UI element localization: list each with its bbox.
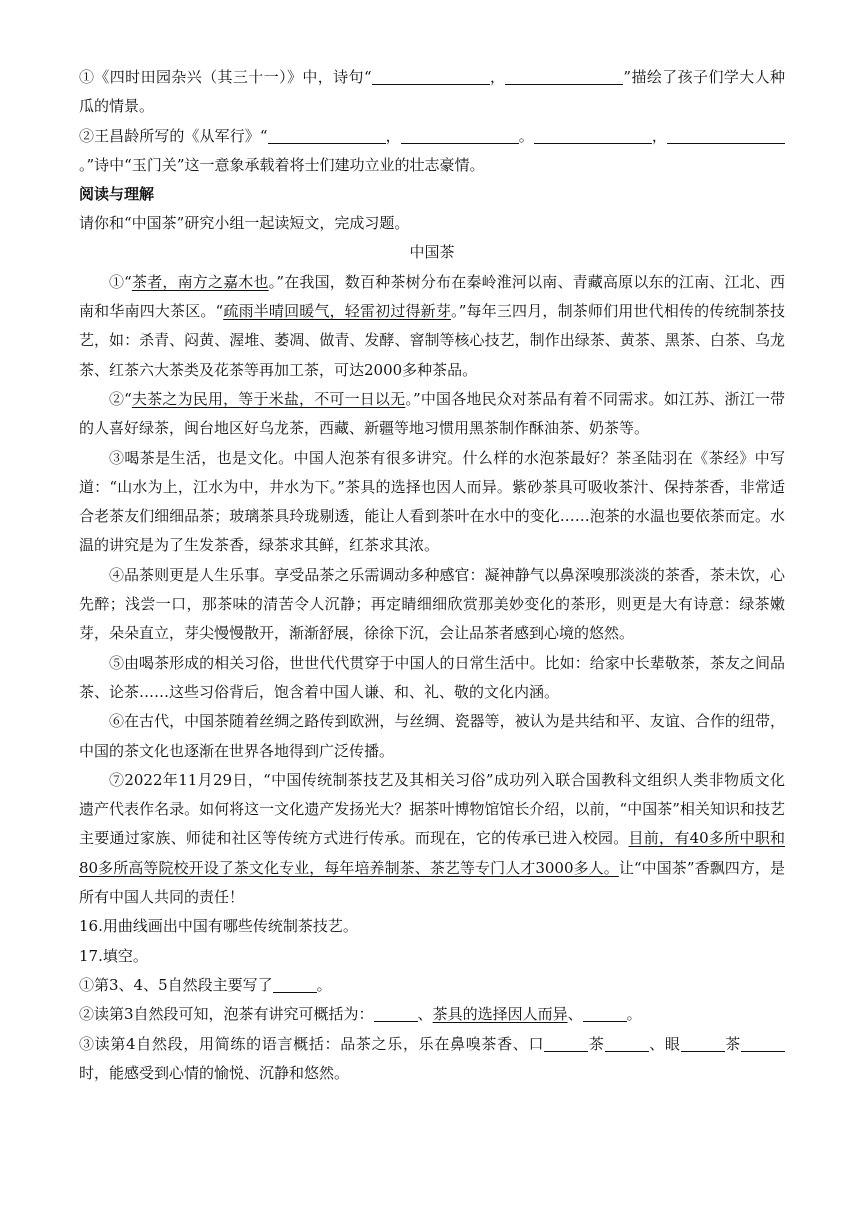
answer-blank[interactable] — [374, 1005, 418, 1022]
question-17-2: ②读第3自然段可知，泡茶有讲究可概括为： 、茶具的选择因人而异、 。 — [79, 1005, 642, 1024]
underlined-quote: 夫茶之为民用，等于米盐，不可一日以无 — [131, 389, 406, 408]
answer-blank[interactable] — [273, 976, 317, 993]
poem-question-2: ②王昌龄所写的《从军行》“ ， 。 ，。”诗中“玉门关”这一意象承载着将士们建功立业的壮志豪情。 — [79, 122, 785, 181]
answer-blank[interactable] — [741, 1035, 785, 1052]
question-17-1: ①第3、4、5自然段主要写了 。 — [79, 975, 332, 994]
answer-blank[interactable] — [505, 68, 623, 85]
answer-blank[interactable] — [605, 1035, 649, 1052]
answer-blank[interactable] — [583, 1005, 627, 1022]
article-paragraph-1: ①“茶者，南方之嘉木也。”在我国，数百种茶树分布在秦岭淮河以南、青藏高原以东的江南、江北、西南和华南四大茶区。“疏雨半晴回暖气，轻雷初过得新芽。”每年三四月，制茶师们用世代相传的传统制茶技艺，如：杀青、闷黄、渥堆、萎凋、做青、发酵、窨制等核心技艺，制作出绿茶、黄茶、黑茶、白茶、乌龙茶、红茶六大茶类及花茶等再加工茶，可达2000多种茶品。 — [79, 272, 785, 379]
underlined-example-answer: 茶具的选择因人而异 — [432, 1005, 568, 1024]
answer-blank[interactable] — [372, 68, 490, 85]
article-paragraph-6: ⑥在古代，中国茶随着丝绸之路传到欧洲，与丝绸、瓷器等，被认为是共结和平、友谊、合作的纽带，中国的茶文化也逐渐在世界各地得到广泛传播。 — [79, 712, 785, 760]
article-paragraph-5: ⑤由喝茶形成的相关习俗，世世代代贯穿于中国人的日常生活中。比如：给家中长辈敬茶，茶友之间品茶、论茶……这些习俗背后，饱含着中国人谦、和、礼、敬的文化内涵。 — [79, 653, 785, 701]
poem-question-1: ①《四时田园杂兴（其三十一）》中，诗句“ ， ”描绘了孩子们学大人种瓜的情景。 — [79, 68, 786, 116]
question-17: 17.填空。 — [79, 946, 148, 965]
underlined-quote: 茶者，南方之嘉木也 — [131, 272, 269, 291]
reading-intro: 请你和“中国茶”研究小组一起读短文，完成习题。 — [79, 214, 410, 233]
answer-blank[interactable] — [268, 127, 386, 144]
answer-blank[interactable] — [544, 1035, 588, 1052]
question-17-3: ③读第4自然段，用简练的语言概括：品茶之乐，乐在鼻嗅茶香、口 茶 、眼 茶时，能感受到心情的愉悦、沉静和悠然。 — [79, 1030, 785, 1089]
underlined-quote: 疏雨半晴回暖气，轻雷初过得新芽 — [223, 302, 452, 321]
answer-blank[interactable] — [534, 127, 652, 144]
section-heading: 阅读与理解 — [79, 185, 155, 204]
article-paragraph-2: ②“夫茶之为民用，等于米盐，不可一日以无。”中国各地民众对茶品有着不同需求。如江苏、浙江一带的人喜好绿茶，闽台地区好乌龙茶，西藏、新疆等地习惯用黑茶制作酥油茶、奶茶等。 — [79, 389, 786, 438]
question-16: 16.用曲线画出中国有哪些传统制茶技艺。 — [79, 917, 358, 936]
underlined-sentence: 目前，有40多所中职和80多所高等院校开设了茶文化专业，每年培养制茶、茶艺等专门人才3000多人。 — [79, 829, 785, 877]
answer-blank[interactable] — [401, 127, 519, 144]
article-title: 中国茶 — [409, 243, 455, 262]
answer-blank[interactable] — [667, 127, 785, 144]
article-paragraph-3: ③喝茶是生活，也是文化。中国人泡茶有很多讲究。什么样的水泡茶最好？茶圣陆羽在《茶经》中写道：“山水为上，江水为中，井水为下。”茶具的选择也因人而异。紫砂茶具可吸收茶汁、保持茶香，非常适合老茶友们细细品茶；玻璃茶具玲珑剔透，能让人看到茶叶在水中的变化……泡茶的水温也要依茶而定。水温的讲究是为了生发茶香，绿茶求其鲜，红茶求其浓。 — [79, 448, 785, 555]
article-paragraph-7: ⑦2022年11月29日，“中国传统制茶技艺及其相关习俗”成功列入联合国教科文组织人类非物质文化遗产代表作名录。如何将这一文化遗产发扬光大？据茶叶博物馆馆长介绍，以前，“中国茶”相关知识和技艺主要通过家族、师徒和社区等传统方式进行传承。而现在，它的传承已进入校园。目前，有40多所中职和80多所高等院校开设了茶文化专业，每年培养制茶、茶艺等专门人才3000多人。让“中国茶”香飘四方，是所有中国人共同的责任！ — [79, 770, 785, 907]
answer-blank[interactable] — [681, 1035, 725, 1052]
article-paragraph-4: ④品茶则更是人生乐事。享受品茶之乐需调动多种感官：凝神静气以鼻深嗅那淡淡的茶香，茶未饮，心先醉；浅尝一口，那茶味的清苦令人沉静；再定睛细细欣赏那美妙变化的茶形，则更是大有诗意：绿茶嫩芽，朵朵直立，芽尖慢慢散开，渐渐舒展，徐徐下沉，会让品茶者感到心境的悠然。 — [79, 565, 785, 643]
